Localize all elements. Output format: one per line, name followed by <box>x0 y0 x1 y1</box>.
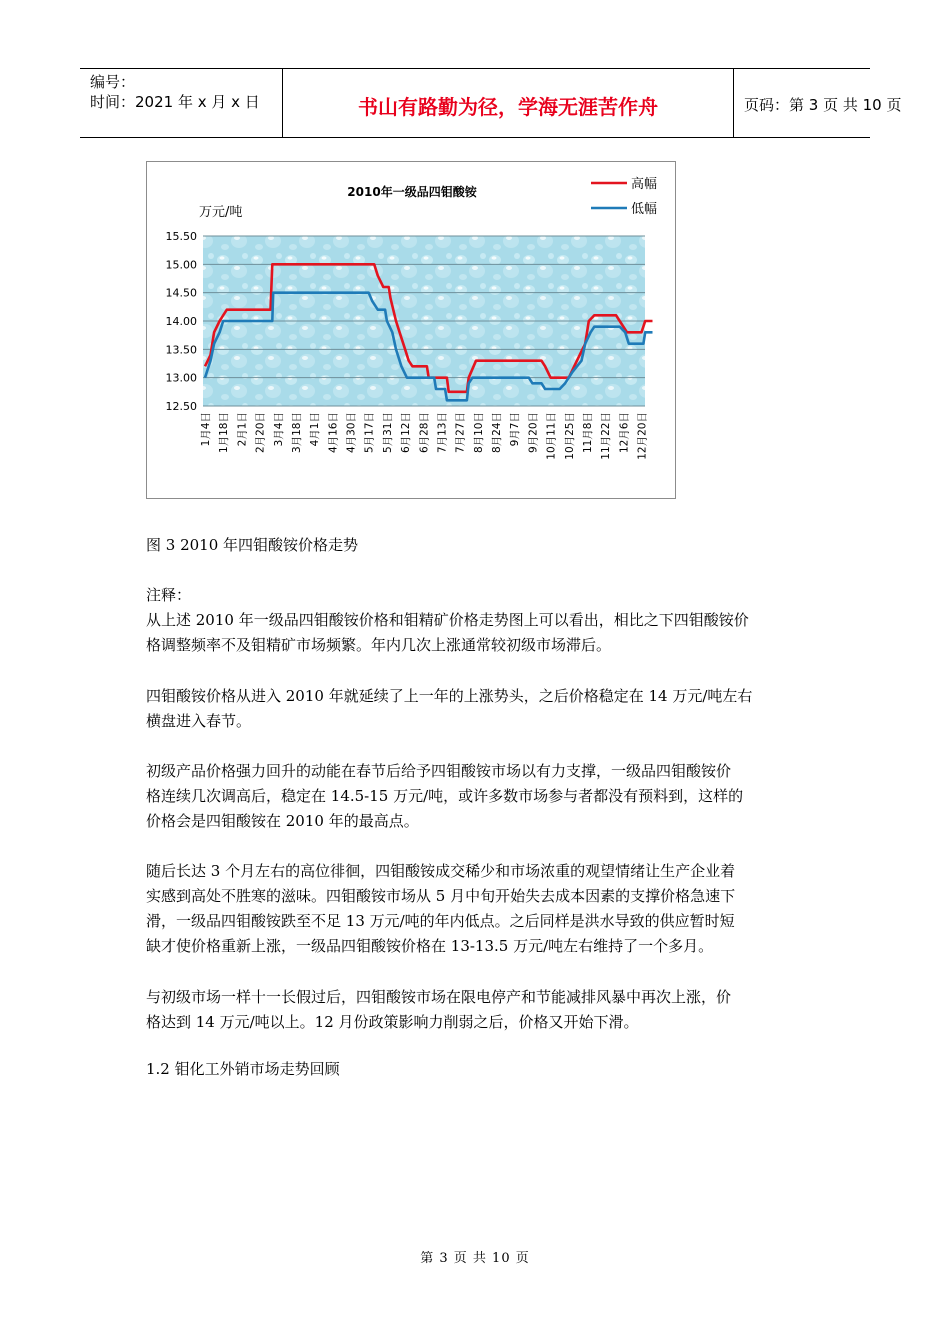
x-tick-label: 2月20日 <box>254 412 267 454</box>
paragraph-line: 从上述 2010 年一级品四钼酸铵价格和钼精矿价格走势图上可以看出，相比之下四钼酸铵价 <box>146 611 749 629</box>
x-tick-label: 1月4日 <box>200 412 212 447</box>
x-tick-label: 8月24日 <box>491 412 504 454</box>
x-tick-label: 4月30日 <box>345 412 358 454</box>
x-tick-label: 7月27日 <box>454 412 467 454</box>
x-tick-label: 9月20日 <box>527 412 540 454</box>
paragraph-line: 格连续几次调高后，稳定在 14.5-15 万元/吨，或许多数市场参与者都没有预料到，这样的 <box>146 787 744 805</box>
header-meta-cell <box>80 69 282 137</box>
x-tick-label: 12月20日 <box>636 412 649 460</box>
y-tick-label: 15.00 <box>165 258 197 272</box>
x-tick-label: 3月4日 <box>272 412 285 447</box>
x-tick-label: 10月11日 <box>545 412 558 460</box>
x-tick-label: 11月8日 <box>581 412 594 454</box>
y-tick-label: 13.00 <box>165 371 197 385</box>
header-motto-cell <box>282 69 734 137</box>
x-tick-label: 8月10日 <box>472 412 485 454</box>
y-tick-label: 14.00 <box>165 315 197 328</box>
figure-caption: 图 3 2010 年四钼酸铵价格走势 <box>146 536 359 554</box>
paragraph-line: 横盘进入春节。 <box>146 712 252 730</box>
paragraph-line: 格调整频率不及钼精矿市场频繁。年内几次上涨通常较初级市场滞后。 <box>146 636 612 654</box>
y-axis-label: 万元/吨 <box>199 205 243 220</box>
x-tick-label: 2月1日 <box>236 412 249 447</box>
price-chart <box>146 161 676 499</box>
page-header <box>80 68 902 138</box>
y-tick-label: 14.50 <box>165 286 197 300</box>
x-tick-label: 4月16日 <box>327 412 340 454</box>
x-tick-label: 5月31日 <box>381 412 394 454</box>
document-date: 时间：2021 年 x 月 x 日 <box>90 93 260 111</box>
paragraph-line: 1.2 钼化工外销市场走势回顾 <box>146 1060 340 1078</box>
chart-svg <box>147 162 677 500</box>
paragraph <box>146 859 808 959</box>
paragraph-line: 四钼酸铵价格从进入 2010 年就延续了上一年的上涨势头，之后价格稳定在 14 万元/吨左右 <box>146 687 753 705</box>
x-tick-label: 12月6日 <box>618 411 631 454</box>
paragraph-line: 缺才使价格重新上涨，一级品四钼酸铵价格在 13-13.5 万元/吨左右维持了一个多月。 <box>146 937 714 955</box>
x-tick-label: 11月22日 <box>600 412 613 460</box>
x-tick-label: 4月1日 <box>309 412 322 447</box>
page-footer: 第 3 页 共 10 页 <box>420 1251 530 1266</box>
x-tick-label: 3月18日 <box>290 412 303 454</box>
x-tick-label: 6月28日 <box>418 412 431 454</box>
notes-label <box>146 583 808 608</box>
paragraph <box>146 608 808 658</box>
paragraph-line: 注释： <box>146 586 192 604</box>
paragraph-line: 价格会是四钼酸铵在 2010 年的最高点。 <box>146 812 419 830</box>
x-tick-label: 1月18日 <box>218 412 231 454</box>
x-tick-label: 9月7日 <box>509 412 522 447</box>
paragraph-line: 格达到 14 万元/吨以上。12 月份政策影响力削弱之后，价格又开始下滑。 <box>146 1013 639 1031</box>
paragraph-line: 随后长达 3 个月左右的高位徘徊，四钼酸铵成交稀少和市场浓重的观望情绪让生产企业着 <box>146 862 736 880</box>
document-number-label: 编号： <box>90 73 136 91</box>
x-tick-label: 7月13日 <box>436 412 449 454</box>
paragraph-line: 与初级市场一样十一长假过后，四钼酸铵市场在限电停产和节能减排风暴中再次上涨，价 <box>146 988 732 1006</box>
y-tick-label: 15.50 <box>165 230 197 243</box>
section-heading <box>146 1057 808 1082</box>
chart-title: 2010年一级品四钼酸铵 <box>347 185 477 199</box>
x-tick-label: 6月12日 <box>400 412 413 454</box>
legend-label: 低幅 <box>631 202 658 217</box>
y-tick-label: 13.50 <box>165 343 197 357</box>
paragraph <box>146 759 808 834</box>
page-info: 页码：第 3 页 共 10 页 <box>744 96 902 114</box>
paragraph-line: 滑，一级品四钼酸铵跌至不足 13 万元/吨的年内低点。之后同样是洪水导致的供应暂时短 <box>146 912 735 930</box>
paragraph <box>146 684 808 734</box>
paragraph-line: 初级产品价格强力回升的动能在春节后给予四钼酸铵市场以有力支撑，一级品四钼酸铵价 <box>146 762 732 780</box>
motto: 书山有路勤为径，学海无涯苦作舟 <box>358 95 658 119</box>
x-tick-label: 10月25日 <box>563 412 576 460</box>
y-tick-label: 12.50 <box>165 400 197 413</box>
legend-label: 高幅 <box>631 177 658 192</box>
header-page-cell <box>734 69 902 137</box>
x-tick-label: 5月17日 <box>363 412 376 454</box>
paragraph <box>146 985 808 1035</box>
paragraph-line: 实感到高处不胜寒的滋味。四钼酸铵市场从 5 月中旬开始失去成本因素的支撑价格急速下 <box>146 887 736 905</box>
